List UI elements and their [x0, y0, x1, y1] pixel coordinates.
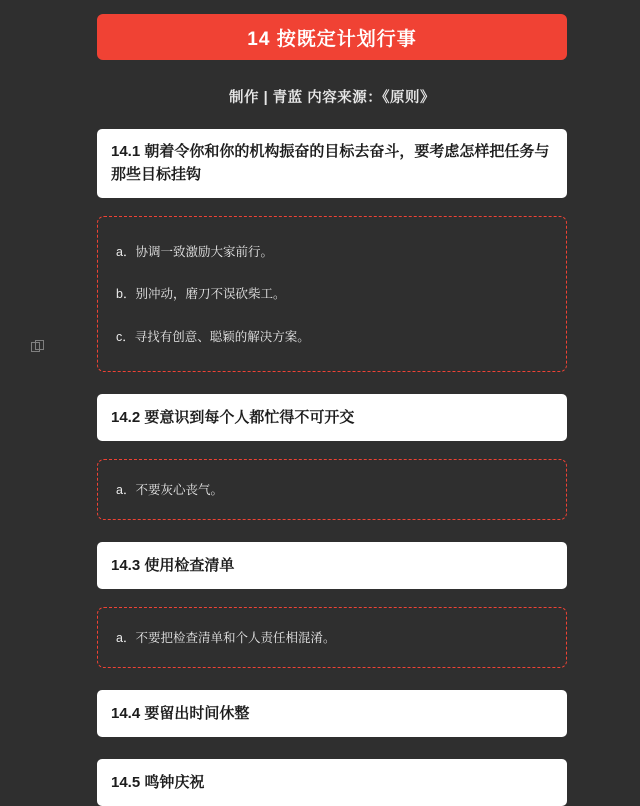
list-item: a．不要把检查清单和个人责任相混淆。	[116, 631, 336, 645]
list-item: a．协调一致激励大家前行。	[116, 244, 273, 259]
list-item: c．寻找有创意、聪颖的解决方案。	[116, 330, 310, 344]
document-content	[97, 0, 567, 806]
section-heading-14-5: 14.5 鸣钟庆祝	[97, 759, 567, 806]
section-heading-14-3: 14.3 使用检查清单	[97, 542, 567, 589]
list-item: a．不要灰心丧气。	[116, 483, 223, 497]
list-item: b．别冲动，磨刀不误砍柴工。	[116, 287, 286, 302]
section-items-14-2	[97, 459, 567, 520]
section-heading-14-4: 14.4 要留出时间休整	[97, 690, 567, 737]
section-items-14-3	[97, 607, 567, 668]
section-heading-14-2: 14.2 要意识到每个人都忙得不可开交	[97, 394, 567, 441]
section-items-14-1	[97, 216, 567, 372]
byline: 制作 | 青蓝 内容来源：《原则》	[229, 90, 435, 106]
page-title: 14 按既定计划行事	[97, 14, 567, 60]
section-heading-14-1: 14.1 朝着令你和你的机构振奋的目标去奋斗，要考虑怎样把任务与那些目标挂钩	[97, 129, 567, 198]
copy-icon[interactable]	[30, 339, 46, 355]
